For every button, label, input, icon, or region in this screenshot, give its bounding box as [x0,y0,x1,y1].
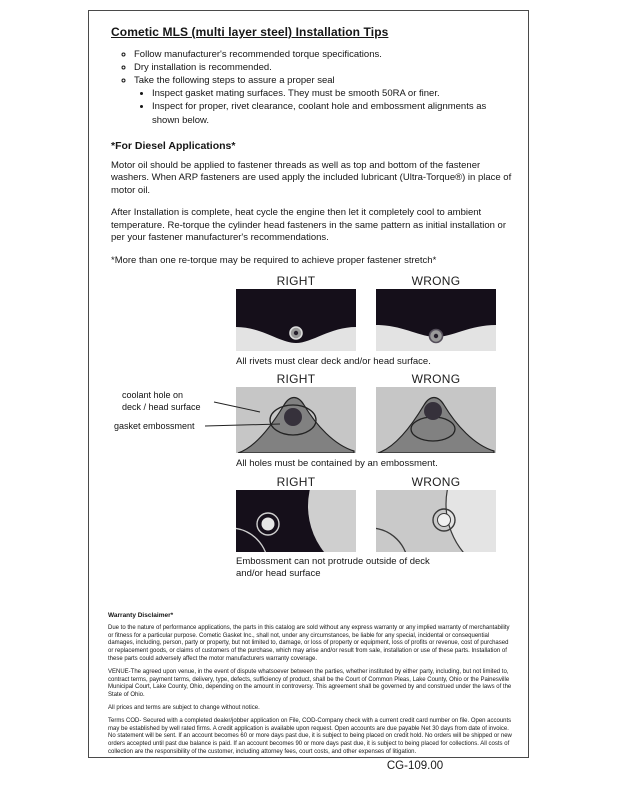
diagram-caption-rivets: All rivets must clear deck and/or head surface. [236,355,431,367]
gasket-embossment-annotation: gasket embossment [114,420,195,431]
tip-subitem: • Inspect for proper, rivet clearance, coolant hole and embossment alignments as shown below. [152,100,512,126]
right-label: RIGHT [276,273,316,288]
right-label: RIGHT [276,371,316,386]
tip-item: ◦ Follow manufacturer's recommended torque specifications. [134,48,512,61]
coolant-hole-right-diagram [236,387,356,453]
tip-subitem: • Inspect gasket mating surfaces. They must be smooth 50RA or finer. [152,87,512,100]
installation-tips-list [134,48,512,87]
wrong-label: WRONG [411,474,461,489]
embossment-right-diagram [236,490,356,552]
coolant-hole-wrong-diagram [376,387,496,453]
tip-item: ◦ Take the following steps to assure a proper seal [134,74,512,87]
annotation-line: deck / head surface [122,401,201,412]
legal-paragraph: Terms COD- Secured with a completed dealer/jobber application on File, COD-Company check with a current credit card number on file. Open accounts may be established by well rated firms. A credit application is available upon request. Open accounts are due payable Net 30 days from date of invoice. No statement will be sent. If an account becomes 60 or more days past due, it is subject to being placed on credit hold. No orders will be shipped or new orders accepted until past due balance is paid. If an account becomes 90 or more days past due, it is subject to being placed for collections. All costs of collection are the responsibility of the customer, including attorney fees, court costs, and other expenses of litigation. [108,717,512,755]
diagram-section [108,274,512,588]
diesel-paragraph-2: After Installation is complete, heat cycle the engine then let it completely cool to ambient temperature. Re-torque the cylinder head fasteners in the same pattern as initial installation or per your fastener manufacturer's recommendations. [111,207,506,244]
right-label: RIGHT [276,474,316,489]
page-frame [88,10,529,758]
rivet-wrong-diagram [376,289,496,351]
wrong-label: WRONG [411,273,461,288]
installation-tips-sublist [152,87,512,126]
legal-paragraph: VENUE-The agreed upon venue, in the event of dispute whatsoever between the parties, whether instituted by either party, including, but not limited to, contract terms, payment terms, delivery, type, defects, sufficiency of product, shall be the Court of Common Pleas, Lake County, Ohio or the Painesville Municipal Court, Lake County, Ohio, depending on the amount in controversy. This agreement shall be governed by and construed under the laws of the State of Ohio. [108,668,512,699]
diesel-paragraph-1: Motor oil should be applied to fastener threads as well as top and bottom of the fastener washers. When ARP fasteners are used apply the included lubricant (Ultra-Torque®) in place of motor oil. [111,159,512,196]
annotation-line: coolant hole on [122,389,184,400]
diesel-applications-heading: *For Diesel Applications* [111,139,236,152]
embossment-wrong-diagram [376,490,496,552]
diagram-caption-holes: All holes must be contained by an embossment. [236,457,438,469]
diagram-caption-embossment: Embossment can not protrude outside of deck and/or head surface [236,555,430,579]
tip-item: ◦ Dry installation is recommended. [134,61,512,74]
rivet-right-diagram [236,289,356,351]
page-number: CG-109.00 [386,760,444,772]
page-title: Cometic MLS (multi layer steel) Installation Tips [111,25,389,39]
retorque-note: *More than one re-torque may be required to achieve proper fastener stretch* [111,254,437,266]
legal-paragraph: All prices and terms are subject to change without notice. [108,705,260,712]
warranty-disclaimer-heading: Warranty Disclaimer* [108,611,174,619]
legal-paragraph: Due to the nature of performance applications, the parts in this catalog are sold without any express warranty or any implied warranty of merchantability or fitness for a particular purpose. Cometic Gasket Inc., shall not, under any circumstances, be liable for any special, incidental or consequential damages, including, person, party or property, but not limited to, damage, or loss of property or equipment, loss of profits or revenue, cost of purchased or replacement goods, or claims of customers of the purchase, which may arise and/or result from sale, installation or use of these parts. Installation of these parts could adversely affect the motor manufacturers warranty coverage. [108,624,510,663]
coolant-hole-annotation [122,390,216,413]
wrong-label: WRONG [411,371,461,386]
legal-section [108,612,514,758]
